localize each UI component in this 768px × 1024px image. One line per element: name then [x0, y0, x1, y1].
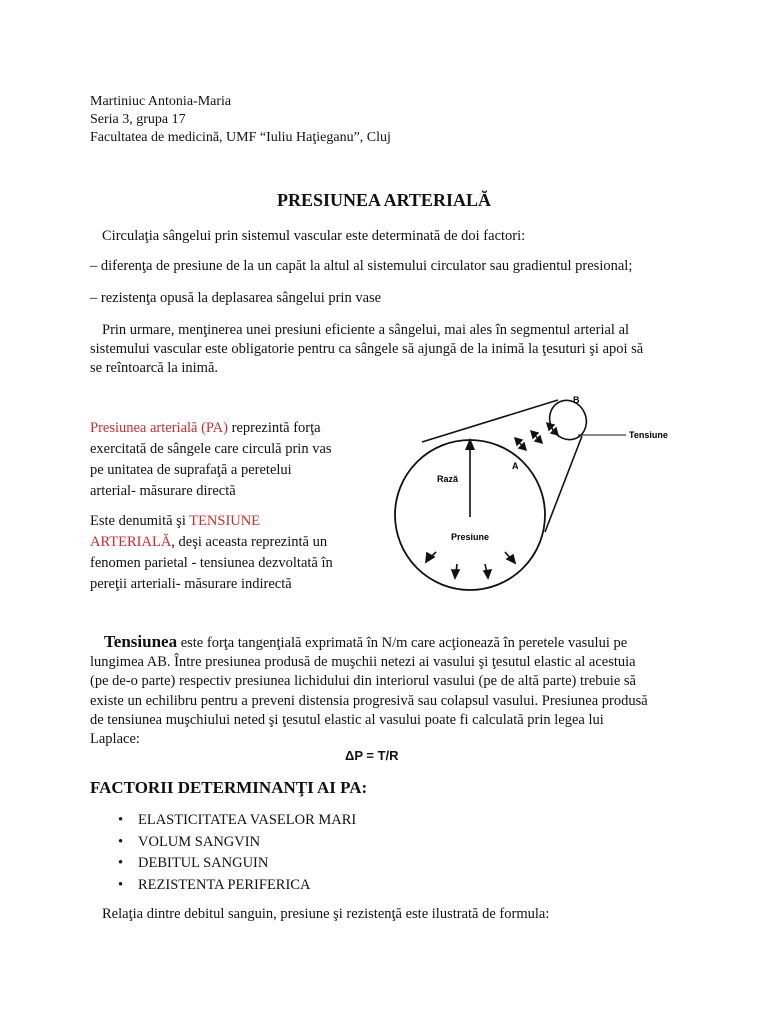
list-item [115, 853, 356, 875]
pressure-arrows [426, 552, 515, 578]
tension-definition-line: pereţii arteriali- măsurare indirectă [90, 576, 292, 592]
pa-definition-line: arterial- măsurare directă [90, 483, 236, 499]
tension-definition [90, 511, 360, 595]
figure-label-a: A [512, 461, 519, 471]
laplace-formula: ΔP = T/R [345, 748, 399, 763]
vessel-diagram [370, 390, 700, 600]
tension-term-1: TENSIUNE [189, 513, 261, 529]
intro-paragraph-line: se reîntoarcă la inimă. [90, 360, 219, 376]
bullet-icon: • [118, 855, 124, 871]
pa-definition-line: exercitată de sângele care circulă prin vas [90, 441, 332, 457]
document-title: PRESIUNEA ARTERIALĂ [277, 190, 491, 210]
list-item-text: VOLUM SANGVIN [138, 833, 261, 850]
tension-paragraph [90, 632, 690, 749]
bullet-icon: • [118, 833, 124, 850]
figure-label-radius: Rază [437, 474, 459, 484]
pa-definition-line [90, 418, 360, 439]
tension-term: Tensiunea [104, 632, 178, 651]
tension-definition-line [90, 532, 360, 553]
tension-arrows [515, 423, 558, 450]
list-item [115, 875, 356, 897]
tension-paragraph-text: este forţa tangenţială exprimată în N/m care acţionează în peretele vasului pe [177, 635, 628, 651]
intro-lead: Circulaţia sângelui prin sistemul vascular este determinată de doi factori: [102, 228, 526, 244]
author-name: Martiniuc Antonia-Maria [90, 94, 232, 109]
pa-definition-line: pe unitatea de suprafaţă a peretelui [90, 462, 292, 478]
author-block [90, 93, 391, 147]
factors-list [115, 810, 356, 896]
list-item-text: DEBITUL SANGUIN [138, 855, 269, 871]
intro-paragraph [90, 321, 690, 378]
tension-paragraph-line: existe un echilibru pentru a preveni distensia progresivă sau colapsul vasului. Presiunea produsă [90, 692, 648, 709]
closing-text: Relaţia dintre debitul sanguin, presiune şi rezistenţă este ilustrată de formula: [102, 906, 550, 922]
tension-paragraph-line [90, 632, 690, 653]
tension-definition-line [90, 511, 360, 532]
figure-label-b: B [573, 395, 580, 405]
vessel-top-wall [422, 400, 558, 442]
bullet-icon: • [118, 876, 124, 893]
tension-paragraph-line: Laplace: [90, 731, 140, 748]
figure-label-pressure: Presiune [451, 532, 490, 542]
tension-paragraph-line: (pe de-o parte) respectiv presiunea lichidului din interiorul vasului (pe de altă parte) trebuie să [90, 673, 636, 690]
pa-definition-text: reprezintă forţa [227, 420, 321, 436]
tension-definition-text: Este denumită şi [90, 513, 190, 529]
list-item-text: REZISTENTA PERIFERICA [138, 876, 311, 893]
intro-factor-2: – rezistenţa opusă la deplasarea sângelui prin vase [90, 290, 382, 306]
intro-paragraph-line: sistemului vascular este obligatorie pentru ca sângele să ajungă de la inimă la ţesuturi şi apoi să [90, 341, 644, 357]
figure-label-tension: Tensiune [629, 430, 668, 440]
pa-term: Presiunea arterială (PA) [90, 420, 228, 436]
vessel-bottom-wall [545, 436, 582, 532]
intro-paragraph-line: Prin urmare, menţinerea unei presiuni eficiente a sângelui, mai ales în segmentul arterial al [102, 322, 630, 338]
tension-definition-line: fenomen parietal - tensiunea dezvoltată în [90, 555, 333, 571]
tension-paragraph-line: lungimea AB. Între presiunea produsă de muşchii netezi ai vasului şi ţesutul elastic al acestuia [90, 654, 636, 671]
factors-heading: FACTORII DETERMINANŢI AI PA: [90, 778, 368, 797]
tension-paragraph-line: de tensiunea muşchiului neted şi ţesutul elastic al vasului poate fi calculată prin legea lui [90, 711, 604, 728]
author-group: Seria 3, grupa 17 [90, 112, 186, 127]
tension-term-2: ARTERIALĂ [90, 534, 172, 550]
pa-definition [90, 418, 360, 502]
intro-factor-1: – diferenţa de presiune de la un capăt la altul al sistemului circulator sau gradientul presional; [90, 258, 633, 274]
list-item [115, 810, 356, 832]
tension-definition-text: , deşi aceasta reprezintă un [171, 534, 328, 550]
list-item-text: ELASTICITATEA VASELOR MARI [138, 812, 357, 828]
bullet-icon: • [118, 812, 124, 828]
list-item [115, 832, 356, 854]
author-faculty: Facultatea de medicină, UMF “Iuliu Haţieganu”, Cluj [90, 130, 391, 145]
